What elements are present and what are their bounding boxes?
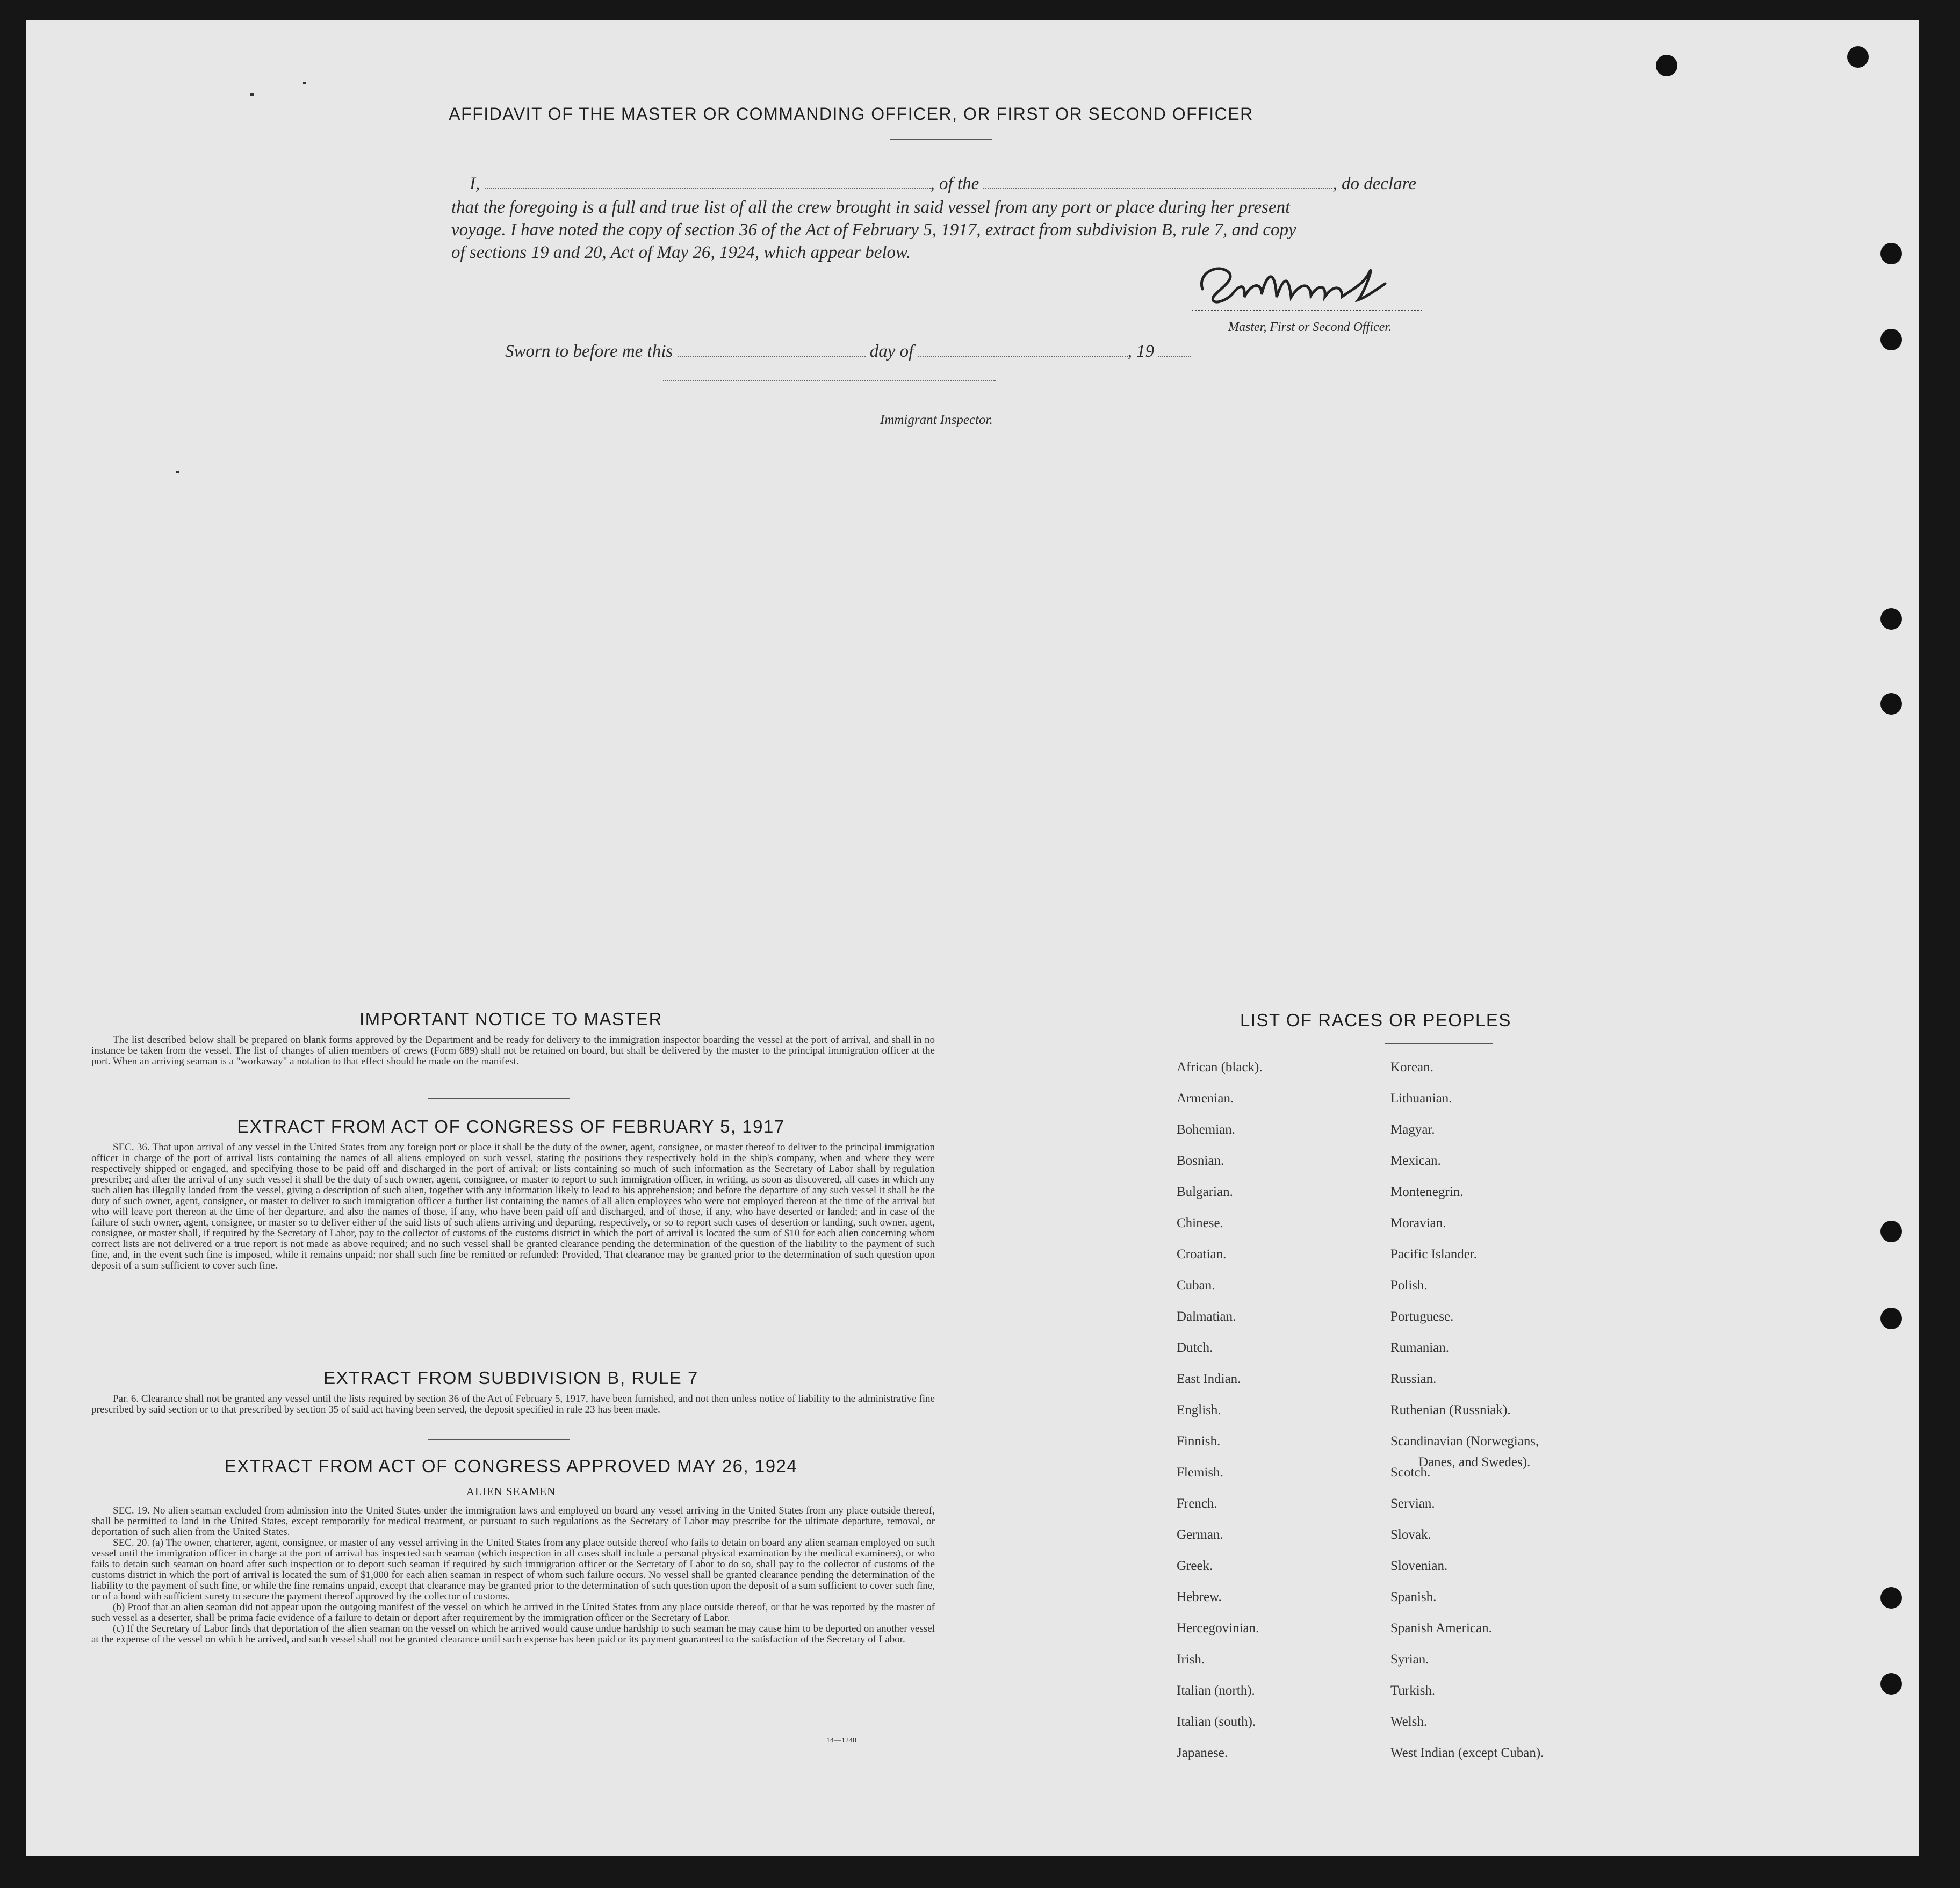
race-item: Bohemian. <box>1177 1122 1236 1137</box>
notice-title: IMPORTANT NOTICE TO MASTER <box>359 1009 662 1029</box>
race-item: Italian (south). <box>1177 1714 1256 1729</box>
notice-text: The list described below shall be prepared on blank forms approved by the Department and be ready for delivery to the immigration inspector boarding the vessel at the port of arrival, and shall in no instance be taken from the vessel. The list of changes of alien members of crews (Form 689) shall not be retained on board, but shall be delivered by the master to the principal immigration officer at the port. When an arriving seaman is a "workaway" a notation to that effect should be made on the manifest. <box>91 1034 935 1067</box>
section-20b-text: (b) Proof that an alien seaman did not appear upon the outgoing manifest of the vessel on which he arrived in the United States from any place outside thereof, or that he was reported by the master of such vessel as a deserter, shall be prima facie evidence of a failure to detain or deport after requirement by the immigration officer or the Secretary of Labor. <box>91 1602 935 1624</box>
declaration-line-1 <box>470 174 1416 194</box>
extract-1917-body <box>91 1142 935 1271</box>
section-36-text: SEC. 36. That upon arrival of any vessel in the United States from any foreign port or place it shall be the duty of the owner, agent, consignee, or master thereof to deliver to the principal immigration officer in charge of the port of arrival lists containing the names of all aliens employed on such vessel, stating the positions they respectively hold in the ship's company, when and where they were respectively shipped or engaged, and specifying those to be paid off and discharged in the port of arrival; or lists containing so much of such information as the Secretary of Labor shall by regulation prescribe; and after the arrival of any such vessel it shall be the duty of such owner, agent, consignee, or master to report to such immigration officer, in writing, as soon as discovered, all cases in which any such alien has illegally landed from the vessel, giving a description of such alien, together with any information likely to lead to his apprehension; and before the departure of any such vessel it shall be the duty of such owner, agent, consignee, or master to deliver to such immigration officer a further list containing the names of all alien employees who were not employed thereon at the time of the arrival but who will leave port thereon at the time of her departure, and also the names of those, if any, who have been paid off and discharged, and of those, if any, who have deserted or landed; and in case of the failure of such owner, agent, consignee, or master so to deliver either of the said lists of such aliens arriving and departing, respectively, or so to report such cases of desertion or landing, such owner, agent, consignee, or master shall, if required by the Secretary of Labor, pay to the collector of customs of the customs district in which the port of arrival is located the sum of $10 for each alien concerning whom correct lists are not delivered or a true report is not made as above required; and no such vessel shall be granted clearance pending the determination of the question of the liability to the payment of such fine, and, in the event such fine is imposed, while it remains unpaid; nor shall such fine be remitted or refunded: Provided, That clearance may be granted prior to the determination of such question upon deposit of a sum sufficient to cover such fine. <box>91 1142 935 1271</box>
race-item: Hercegovinian. <box>1177 1621 1259 1635</box>
do-declare-label: , do declare <box>1332 174 1416 193</box>
race-item: German. <box>1177 1527 1223 1542</box>
race-item: Armenian. <box>1177 1091 1234 1106</box>
races-title: LIST OF RACES OR PEOPLES <box>1240 1010 1511 1030</box>
race-item: Bosnian. <box>1177 1154 1224 1168</box>
race-item: Croatian. <box>1177 1247 1227 1262</box>
race-item: English. <box>1177 1403 1221 1417</box>
scandinavian-continuation: Danes, and Swedes). <box>1418 1455 1531 1469</box>
declaration-line-3: voyage. I have noted the copy of section 36 of the Act of February 5, 1917, extract from subdivision B, rule 7, and copy <box>451 220 1296 240</box>
race-item: Flemish. <box>1177 1465 1223 1480</box>
races-column-1 <box>1177 1061 1263 1777</box>
race-item: Magyar. <box>1390 1122 1435 1137</box>
form-number: 14—1240 <box>826 1736 856 1745</box>
scan-mark-2 <box>303 82 306 84</box>
sworn-day-blank[interactable] <box>678 344 866 357</box>
race-item: Chinese. <box>1177 1216 1223 1230</box>
sworn-line <box>505 342 1191 362</box>
punch-hole-right-6 <box>1880 1308 1902 1329</box>
race-item: Dalmatian. <box>1177 1309 1236 1324</box>
punch-hole-top-1 <box>1656 55 1677 76</box>
punch-hole-right-4 <box>1880 693 1902 715</box>
par-6-text: Par. 6. Clearance shall not be granted any vessel until the lists required by section 36 of the Act of February 5, 1917, have been furnished, and not then unless notice of liability to the administrative fine prescribed by said section or to that prescribed by section 35 of said act having been served, the deposit specified in rule 23 has been made. <box>91 1393 935 1415</box>
sworn-prefix: Sworn to before me this <box>505 342 673 361</box>
scan-mark-1 <box>250 93 254 96</box>
year-label: , 19 <box>1127 342 1155 361</box>
notice-body <box>91 1035 935 1067</box>
extract-1924-title: EXTRACT FROM ACT OF CONGRESS APPROVED MAY 26, 1924 <box>224 1456 798 1476</box>
vessel-name-blank[interactable] <box>983 176 1332 189</box>
extract-rule7-title: EXTRACT FROM SUBDIVISION B, RULE 7 <box>323 1368 698 1388</box>
race-item: Moravian. <box>1390 1216 1446 1230</box>
race-item: Welsh. <box>1390 1714 1428 1729</box>
affidavit-title: AFFIDAVIT OF THE MASTER OR COMMANDING OFFICER, OR FIRST OR SECOND OFFICER <box>449 104 1253 124</box>
race-item: West Indian (except Cuban). <box>1390 1746 1544 1760</box>
race-item: Mexican. <box>1390 1154 1441 1168</box>
race-item: Lithuanian. <box>1390 1091 1452 1106</box>
document-page <box>26 20 1919 1856</box>
extract-rule7-body <box>91 1394 935 1415</box>
extract-1924-body <box>91 1505 935 1645</box>
race-item: Cuban. <box>1177 1278 1215 1293</box>
punch-hole-right-5 <box>1880 1221 1902 1242</box>
race-item: Syrian. <box>1390 1652 1429 1667</box>
inspector-signature-line[interactable] <box>663 380 996 381</box>
declaration-line-4: of sections 19 and 20, Act of May 26, 1924, which appear below. <box>451 243 911 262</box>
race-item: Polish. <box>1390 1278 1428 1293</box>
punch-hole-right-1 <box>1880 243 1902 264</box>
race-item: Slovak. <box>1390 1527 1431 1542</box>
section-19-text: SEC. 19. No alien seaman excluded from admission into the United States under the immigration laws and employed on board any vessel arriving in the United States from any place outside thereof, shall be permitted to land in the United States, except temporarily for medical treatment, or pursuant to such regulations as the Secretary of Labor may prescribe for the ultimate departure, removal, or deportation of such alien from the United States. <box>91 1505 935 1538</box>
punch-hole-right-3 <box>1880 608 1902 630</box>
race-item: African (black). <box>1177 1060 1263 1075</box>
day-of-label: day of <box>869 342 914 361</box>
race-item: Rumanian. <box>1390 1341 1450 1355</box>
race-item: Scotch. <box>1390 1465 1431 1480</box>
punch-hole-right-2 <box>1880 329 1902 350</box>
signature-caption: Master, First or Second Officer. <box>1228 320 1392 334</box>
section-20a-text: SEC. 20. (a) The owner, charterer, agent, consignee, or master of any vessel arriving in the United States from any place outside thereof who fails to detain on board any alien seaman employed on such vessel until the immigration officer in charge at the port of arrival has inspected such seaman (which inspection in all cases shall include a personal physical examination by the medical examiners), or who fails to detain such seaman on board after such inspection or to deport such seaman if required by such immigration officer or the Secretary of Labor to do so, shall pay to the collector of customs of the customs district in which the port of arrival is located the sum of $1,000 for each alien seaman in respect of whom such failure occurs. No vessel shall be granted clearance pending the determination of the liability to the payment of such fine, or while the fine remains unpaid, except that clearance may be granted prior to the determination of such question upon the deposit of a sum sufficient to cover such fine, or of a bond with sufficient surety to secure the payment thereof approved by the collector of customs. <box>91 1537 935 1602</box>
declarant-prefix: I, <box>470 174 480 193</box>
race-item: Greek. <box>1177 1559 1213 1573</box>
race-item: East Indian. <box>1177 1372 1241 1386</box>
rule7-rule <box>428 1439 570 1440</box>
notice-rule <box>428 1098 570 1099</box>
declarant-name-blank[interactable] <box>485 176 931 189</box>
inspector-caption: Immigrant Inspector. <box>880 413 993 427</box>
race-item: Hebrew. <box>1177 1590 1222 1604</box>
race-item: Finnish. <box>1177 1434 1221 1449</box>
punch-hole-right-7 <box>1880 1587 1902 1609</box>
race-item: Spanish. <box>1390 1590 1437 1604</box>
title-rule <box>890 139 992 140</box>
race-item: Russian. <box>1390 1372 1437 1386</box>
race-item: Korean. <box>1390 1060 1433 1075</box>
scan-mark-3 <box>176 471 179 473</box>
alien-seamen-subtitle: ALIEN SEAMEN <box>466 1485 556 1498</box>
race-item: Scandinavian (Norwegians, <box>1390 1434 1539 1449</box>
race-item: Slovenian. <box>1390 1559 1448 1573</box>
race-item: Bulgarian. <box>1177 1185 1233 1199</box>
race-item: Dutch. <box>1177 1341 1213 1355</box>
race-item: Japanese. <box>1177 1746 1228 1760</box>
of-the-label: , of the <box>930 174 979 193</box>
race-item: Servian. <box>1390 1496 1435 1511</box>
sworn-month-blank[interactable] <box>918 344 1128 357</box>
race-item: Montenegrin. <box>1390 1185 1464 1199</box>
race-item: French. <box>1177 1496 1217 1511</box>
section-20c-text: (c) If the Secretary of Labor finds that deportation of the alien seaman on the vessel on which he arrived would cause undue hardship to such seaman he may cause him to be deported on another vessel at the expense of the vessel on which he arrived, and such vessel shall not be granted clearance until such expense has been paid or its payment guaranteed to the satisfaction of the Secretary of Labor. <box>91 1623 935 1645</box>
extract-1917-title: EXTRACT FROM ACT OF CONGRESS OF FEBRUARY 5, 1917 <box>237 1116 785 1136</box>
punch-hole-right-8 <box>1880 1673 1902 1695</box>
race-item: Ruthenian (Russniak). <box>1390 1403 1511 1417</box>
race-item: Spanish American. <box>1390 1621 1492 1635</box>
race-item: Turkish. <box>1390 1683 1436 1698</box>
race-item: Italian (north). <box>1177 1683 1255 1698</box>
race-item: Portuguese. <box>1390 1309 1454 1324</box>
punch-hole-top-2 <box>1847 46 1869 68</box>
races-column-2 <box>1390 1061 1544 1777</box>
sworn-year-blank[interactable] <box>1158 344 1191 357</box>
race-item: Irish. <box>1177 1652 1205 1667</box>
races-rule <box>1385 1043 1493 1044</box>
master-signature <box>1181 251 1428 316</box>
declaration-line-2: that the foregoing is a full and true list of all the crew brought in said vessel from any port or place during her present <box>451 198 1291 217</box>
race-item: Pacific Islander. <box>1390 1247 1478 1262</box>
